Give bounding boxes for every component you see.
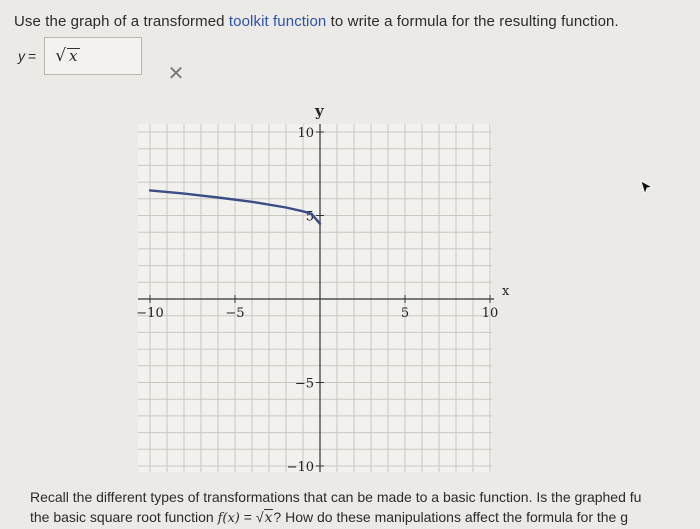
y-axis-label: y	[315, 102, 324, 120]
y-tick-label: −10	[286, 460, 314, 475]
question-text-end: to write a formula for the resulting function.	[326, 13, 619, 30]
x-axis-label: x	[502, 284, 510, 299]
x-tick-label: 5	[400, 306, 410, 321]
hint-text	[30, 487, 700, 529]
x-mark-icon: ✕	[167, 63, 185, 85]
hint-eq: = √	[239, 509, 264, 525]
y-tick-label: −5	[294, 376, 314, 392]
y-tick-label: 10	[297, 126, 314, 141]
radicand: x	[69, 47, 78, 65]
hint-line-1: Recall the different types of transformations that can be made to a basic function. Is the graphed fu	[30, 489, 642, 505]
hint-line-2-end: ? How do these manipulations affect the formula for the g	[273, 509, 629, 525]
toolkit-function-link[interactable]: toolkit function	[228, 13, 327, 30]
mouse-cursor-icon	[640, 180, 654, 196]
y-tick-label: 5	[305, 209, 314, 225]
answer-eq: =	[28, 48, 37, 64]
question-text-start: Use the graph of a transformed	[14, 13, 229, 30]
graph-grid	[138, 124, 492, 472]
hint-fx: f(x)	[217, 511, 240, 526]
hint-line-2-start: the basic square root function	[30, 509, 218, 525]
x-tick-label: −10	[136, 306, 164, 321]
x-tick-label: −5	[225, 306, 245, 321]
x-tick-label: 10	[481, 306, 499, 321]
answer-var: y	[18, 48, 25, 64]
hint-radicand: x	[264, 510, 273, 526]
radical-symbol: √	[55, 46, 67, 66]
